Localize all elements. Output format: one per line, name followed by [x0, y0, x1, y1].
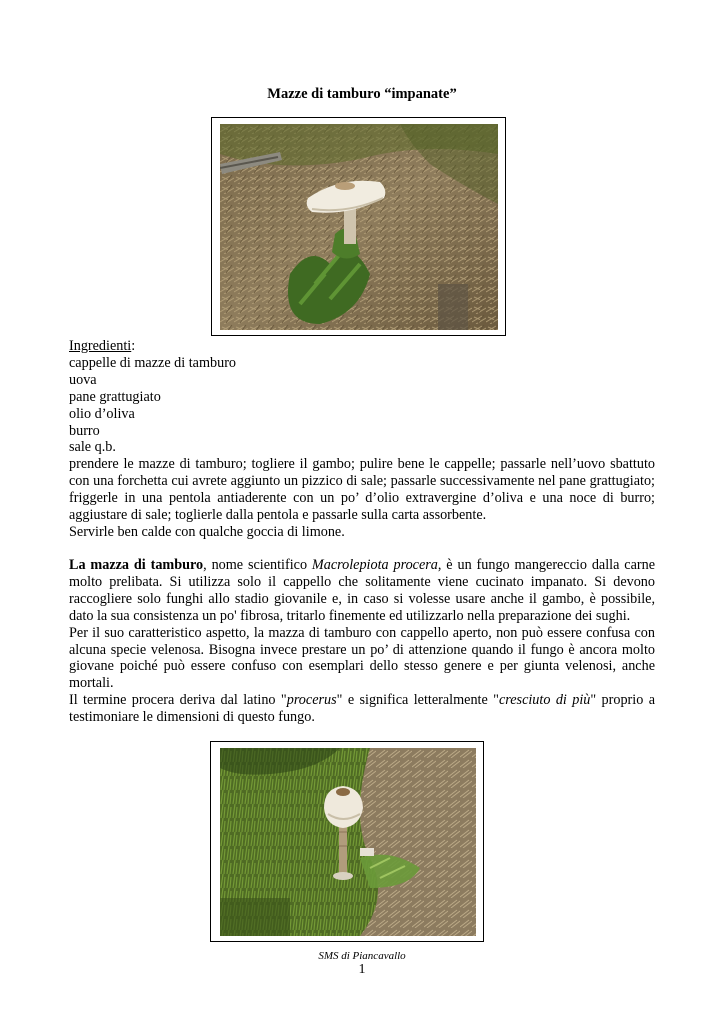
article-paragraph-2: Per il suo caratteristico aspetto, la mazza di tamburo con cappello aperto, non può essere confusa con alcuna specie velenosa. Bisogna invece prestare un po’ di attenzione quando il fungo è ancora molto giovane poiché può essere confuso con esemplari dello stesso genere e per giunta velenosi, anche mortali.	[69, 624, 655, 692]
footer-credit: SMS di Piancavallo	[318, 950, 406, 962]
scientific-name: Macrolepiota procera	[311, 557, 438, 573]
article-text: , è un fungo mangereccio dalla carne molto prelibata. Si utilizza solo il cappello che solitamente viene cucinato impanato. Si devono raccogliere solo funghi allo stadio giovanile e, in caso si volesse usare anche il gambo, è possibile, dato la sua consistenza un po' fibrosa, tritarlo finemente ed utilizzarlo nella preparazione dei sughi.	[69, 557, 655, 624]
article-lead-term: La mazza di tamburo	[69, 557, 204, 573]
ingredient-item: pane grattugiato	[69, 388, 161, 405]
recipe-body	[69, 338, 655, 541]
photo-frame-bottom	[210, 741, 484, 942]
article-paragraph-3	[69, 692, 655, 726]
article-text: " e significa letteralmente "	[336, 692, 499, 709]
ingredients-heading: Ingredienti	[69, 338, 132, 354]
article-text: , nome scientifico	[203, 557, 312, 573]
ingredient-item: olio d’oliva	[69, 405, 135, 422]
article-text: Il termine procera deriva dal latino "	[69, 692, 287, 709]
literal-meaning: cresciuto di più	[498, 692, 591, 709]
latin-term: procerus	[286, 692, 337, 709]
article-text: " proprio a testimoniare le dimensioni di questo fungo.	[69, 692, 655, 726]
article-paragraph-1	[69, 557, 655, 625]
ingredient-item: sale q.b.	[69, 439, 116, 456]
ingredients-heading-line: Ingredienti:	[69, 338, 136, 354]
ingredient-item: cappelle di mazze di tamburo	[69, 354, 237, 371]
recipe-title: Mazze di tamburo “impanate”	[267, 86, 457, 102]
photo-frame-top	[211, 117, 506, 336]
mushroom-photo-open-cap	[220, 124, 498, 330]
mushroom-article	[69, 557, 655, 726]
mushroom-photo-young	[220, 748, 476, 936]
page-number: 1	[358, 962, 366, 977]
ingredient-item: uova	[69, 371, 97, 388]
serving-note: Servirle ben calde con qualche goccia di limone.	[69, 523, 345, 540]
recipe-instructions: prendere le mazze di tamburo; togliere il gambo; pulire bene le cappelle; passarle nell’uovo sbattuto con una forchetta cui avrete aggiunto un pizzico di sale; passarle successivamente nel pane grattugiato; friggerle in una pentola antiaderente con un po’ d’olio extravergine d’oliva e una noce di burro; aggiustare di sale; toglierle dalla pentola e passarle sulla carta assorbente.	[69, 456, 655, 524]
ingredient-item: burro	[69, 422, 100, 439]
